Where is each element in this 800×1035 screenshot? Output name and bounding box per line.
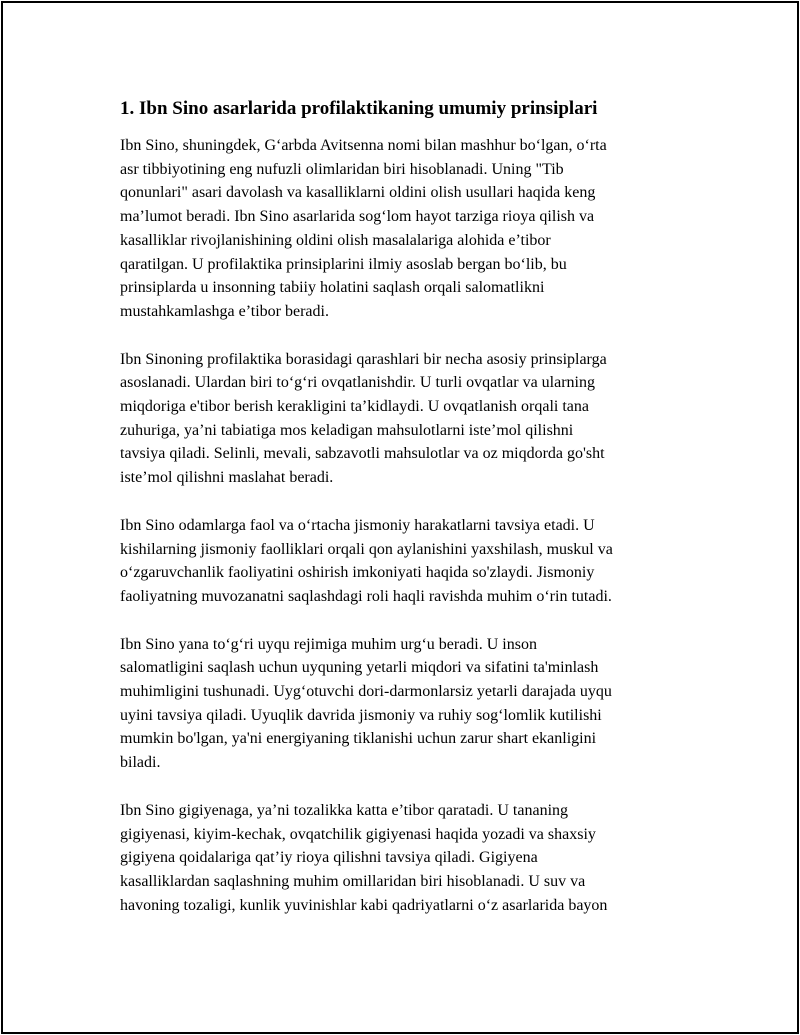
text-line: ma’lumot beradi. Ibn Sino asarlarida sog‘lom hayot tarziga rioya qilish va [120,208,595,226]
text-line: faoliyatning muvozanatni saqlashdagi roli haqli ravishda muhim o‘rin tutadi. [120,587,612,605]
text-line: zuhuriga, ya’ni tabiatiga mos keladigan mahsulotlarni iste’mol qilishni [120,421,574,439]
text-line: asoslanadi. Ulardan biri to‘g‘ri ovqatlanishdir. U turli ovqatlar va ularning [120,374,595,392]
text-line: Ibn Sinoning profilaktika borasidagi qarashlari bir necha asosiy prinsiplarga [120,350,607,368]
text-line: uyini tavsiya qiladi. Uyuqlik davrida jismoniy va ruhiy sog‘lomlik kutilishi [120,706,602,724]
text-line: mustahkamlashga e’tibor beradi. [120,302,329,320]
text-line: o‘zgaruvchanlik faoliyatini oshirish imkoniyati haqida so'zlaydi. Jismoniy [120,564,595,582]
page-frame [1,1,799,1034]
paragraph [120,348,695,490]
paragraph [120,514,695,609]
text-line: kishilarning jismoniy faolliklari orqali qon aylanishini yaxshilash, muskul va [120,540,613,558]
text-line: Ibn Sino, shuningdek, G‘arbda Avitsenna nomi bilan mashhur bo‘lgan, o‘rta [120,137,607,154]
text-line: kasalliklar rivojlanishining oldini olish masalalariga alohida e’tibor [120,231,551,249]
text-line: Ibn Sino odamlarga faol va o‘rtacha jismoniy harakatlarni tavsiya etadi. U [120,516,595,534]
text-line: gigiyenasi, kiyim-kechak, ovqatchilik gigiyenasi haqida yozadi va shaxsiy [120,825,596,843]
text-line: Ibn Sino gigiyenaga, ya’ni tozalikka katta e’tibor qaratadi. U tananing [120,801,569,819]
paragraph [120,134,695,324]
text-line: miqdoriga e'tibor berish kerakligini ta’kidlaydi. U ovqatlanish orqali tana [120,398,589,416]
paragraph [120,633,695,775]
text-line: biladi. [120,754,161,772]
document-body [120,96,695,941]
text-line: Ibn Sino yana to‘g‘ri uyqu rejimiga muhim urg‘u beradi. U inson [120,635,537,653]
paragraph [120,799,695,918]
text-line: muhimligini tushunadi. Uyg‘otuvchi dori-darmonlarsiz yetarli darajada uyqu [120,683,612,701]
section-heading: 1. Ibn Sino asarlarida profilaktikaning umumiy prinsiplari [120,98,598,119]
text-line: havoning tozaligi, kunlik yuvinishlar kabi qadriyatlarni o‘z asarlarida bayon [120,896,608,914]
text-line: kasalliklardan saqlashning muhim omillaridan biri hisoblanadi. U suv va [120,872,586,890]
text-line: qaratilgan. U profilaktika prinsiplarini ilmiy asoslab bergan bo‘lib, bu [120,255,567,273]
text-line: iste’mol qilishni maslahat beradi. [120,469,334,487]
text-line: asr tibbiyotining eng nufuzli olimlaridan biri hisoblanadi. Uning "Tib [120,160,564,178]
text-line: qonunlari" asari davolash va kasalliklarni oldini olish usullari haqida keng [120,184,596,202]
text-line: mumkin bo'lgan, ya'ni energiyaning tiklanishi uchun zarur shart ekanligini [120,730,597,748]
text-line: salomatligini saqlash uchun uyquning yetarli miqdori va sifatini ta'minlash [120,659,599,677]
text-line: prinsiplarda u insonning tabiiy holatini saqlash orqali salomatlikni [120,279,545,297]
text-line: tavsiya qiladi. Selinli, mevali, sabzavotli mahsulotlar va oz miqdorda go'sht [120,445,605,463]
text-line: gigiyena qoidalariga qat’iy rioya qilishni tavsiya qiladi. Gigiyena [120,849,538,867]
